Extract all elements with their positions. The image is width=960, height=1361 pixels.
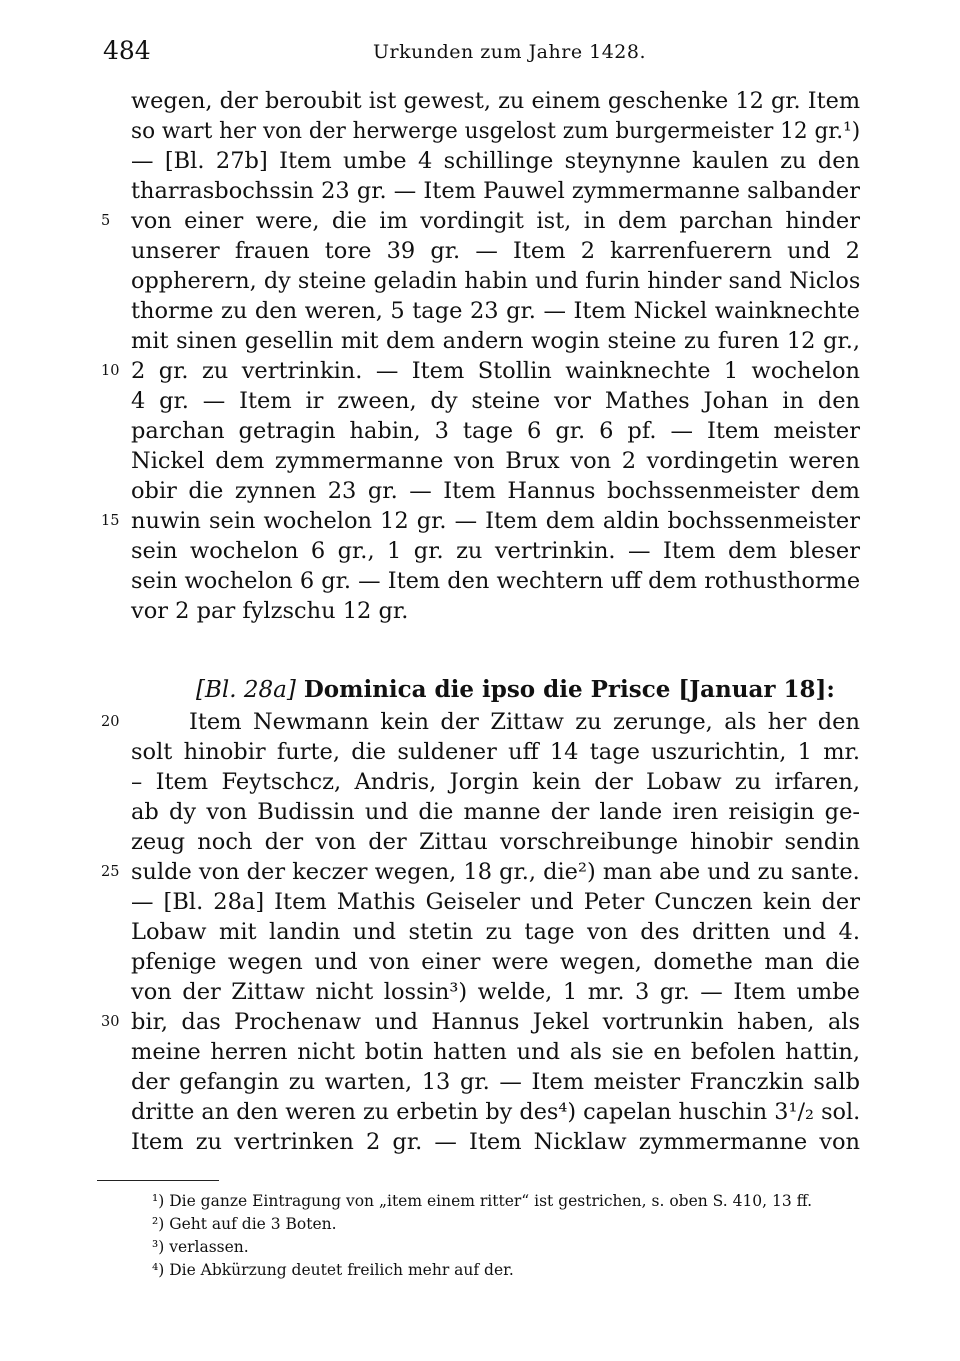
line-number: 30 xyxy=(101,1014,120,1030)
section-line: – Item Feytschcz, Andris, Jorgin kein der Lobaw zu irfaren, xyxy=(131,769,860,795)
section-line: Item Newmann kein der Zittaw zu zerunge, als her den xyxy=(189,709,860,735)
section-heading xyxy=(196,674,835,706)
line-number: 20 xyxy=(101,714,120,730)
footnote: ¹) Die ganze Eintragung von „item einem ritter“ ist gestrichen, s. oben S. 410, 13 ff. xyxy=(152,1192,813,1210)
body-line: mit sinen gesellin mit dem andern wogin steine zu furen 12 gr., xyxy=(131,328,860,354)
body-line: tharrasbochssin 23 gr. — Item Pauwel zymmermanne salbander xyxy=(131,178,860,204)
line-number: 5 xyxy=(101,213,111,229)
section-line: dritte an den weren zu erbetin by des⁴) capelan huschin 3¹/₂ sol. xyxy=(131,1099,861,1125)
section-line: der gefangin zu warten, 13 gr. — Item meister Franczkin salb xyxy=(131,1069,860,1095)
section-line: sulde von der keczer wegen, 18 gr., die²) man abe und zu sante. xyxy=(131,859,860,885)
section-line: ab dy von Budissin und die manne der lande iren reisigin ge- xyxy=(131,799,860,825)
folio-reference: [Bl. 28a] xyxy=(196,677,296,703)
section-line: Item zu vertrinken 2 gr. — Item Nicklaw zymmermanne von xyxy=(131,1129,860,1155)
body-line: sein wochelon 6 gr., 1 gr. zu vertrinkin. — Item dem bleser xyxy=(131,538,860,564)
footnote: ²) Geht auf die 3 Boten. xyxy=(152,1215,337,1233)
section-line: bir, das Prochenaw und Hannus Jekel vortrunkin haben, als xyxy=(131,1009,860,1035)
body-line: parchan getragin habin, 3 tage 6 gr. 6 pf. — Item meister xyxy=(131,418,860,444)
footnote-rule xyxy=(97,1180,219,1181)
section-line: pfenige wegen und von einer were wegen, domethe man die xyxy=(131,949,860,975)
line-number: 10 xyxy=(101,363,120,379)
section-line: von der Zittaw nicht lossin³) welde, 1 mr. 3 gr. — Item umbe xyxy=(131,979,860,1005)
body-line: von einer were, die im vordingit ist, in dem parchan hinder xyxy=(131,208,860,234)
body-line: thorme zu den weren, 5 tage 23 gr. — Item Nickel wainknechte xyxy=(131,298,860,324)
body-line: — [Bl. 27b] Item umbe 4 schillinge steynynne kaulen zu den xyxy=(131,148,860,174)
section-line: meine herren nicht botin hatten und als sie en befolen hattin, xyxy=(131,1039,860,1065)
footnote: ⁴) Die Abkürzung deutet freilich mehr auf der. xyxy=(152,1261,514,1279)
body-line: vor 2 par fylzschu 12 gr. xyxy=(131,598,409,624)
section-line: Lobaw mit landin und stetin zu tage von des dritten und 4. xyxy=(131,919,860,945)
section-title: Dominica die ipso die Prisce [Januar 18]: xyxy=(303,676,835,703)
body-line: 2 gr. zu vertrinkin. — Item Stollin wainknechte 1 wochelon xyxy=(131,358,860,384)
body-line: oppherern, dy steine geladin habin und furin hinder sand Niclos xyxy=(131,268,861,294)
footnote: ³) verlassen. xyxy=(152,1238,249,1256)
body-line: wegen, der beroubit ist gewest, zu einem geschenke 12 gr. Item xyxy=(131,88,861,114)
section-line: zeug noch der von der Zittau vorschreibunge hinobir sendin xyxy=(131,829,860,855)
body-line: obir die zynnen 23 gr. — Item Hannus bochssenmeister dem xyxy=(131,478,860,504)
line-number: 15 xyxy=(101,513,120,529)
body-line: nuwin sein wochelon 12 gr. — Item dem aldin bochssenmeister xyxy=(131,508,860,534)
running-title: Urkunden zum Jahre 1428. xyxy=(373,41,647,63)
section-line: solt hinobir furte, die suldener uff 14 tage uszurichtin, 1 mr. xyxy=(131,739,860,765)
body-line: sein wochelon 6 gr. — Item den wechtern uff dem rothusthorme xyxy=(131,568,861,594)
body-line: 4 gr. — Item ir zween, dy steine vor Mathes Johan in den xyxy=(131,388,860,414)
body-line: unserer frauen tore 39 gr. — Item 2 karrenfuerern und 2 xyxy=(131,238,860,264)
page-number: 484 xyxy=(103,36,151,65)
line-number: 25 xyxy=(101,864,120,880)
body-line: Nickel dem zymmermanne von Brux von 2 vordingetin weren xyxy=(131,448,860,474)
section-line: — [Bl. 28a] Item Mathis Geiseler und Peter Cunczen kein der xyxy=(131,889,860,915)
body-line: so wart her von der herwerge usgelost zum burgermeister 12 gr.¹) xyxy=(131,118,861,144)
